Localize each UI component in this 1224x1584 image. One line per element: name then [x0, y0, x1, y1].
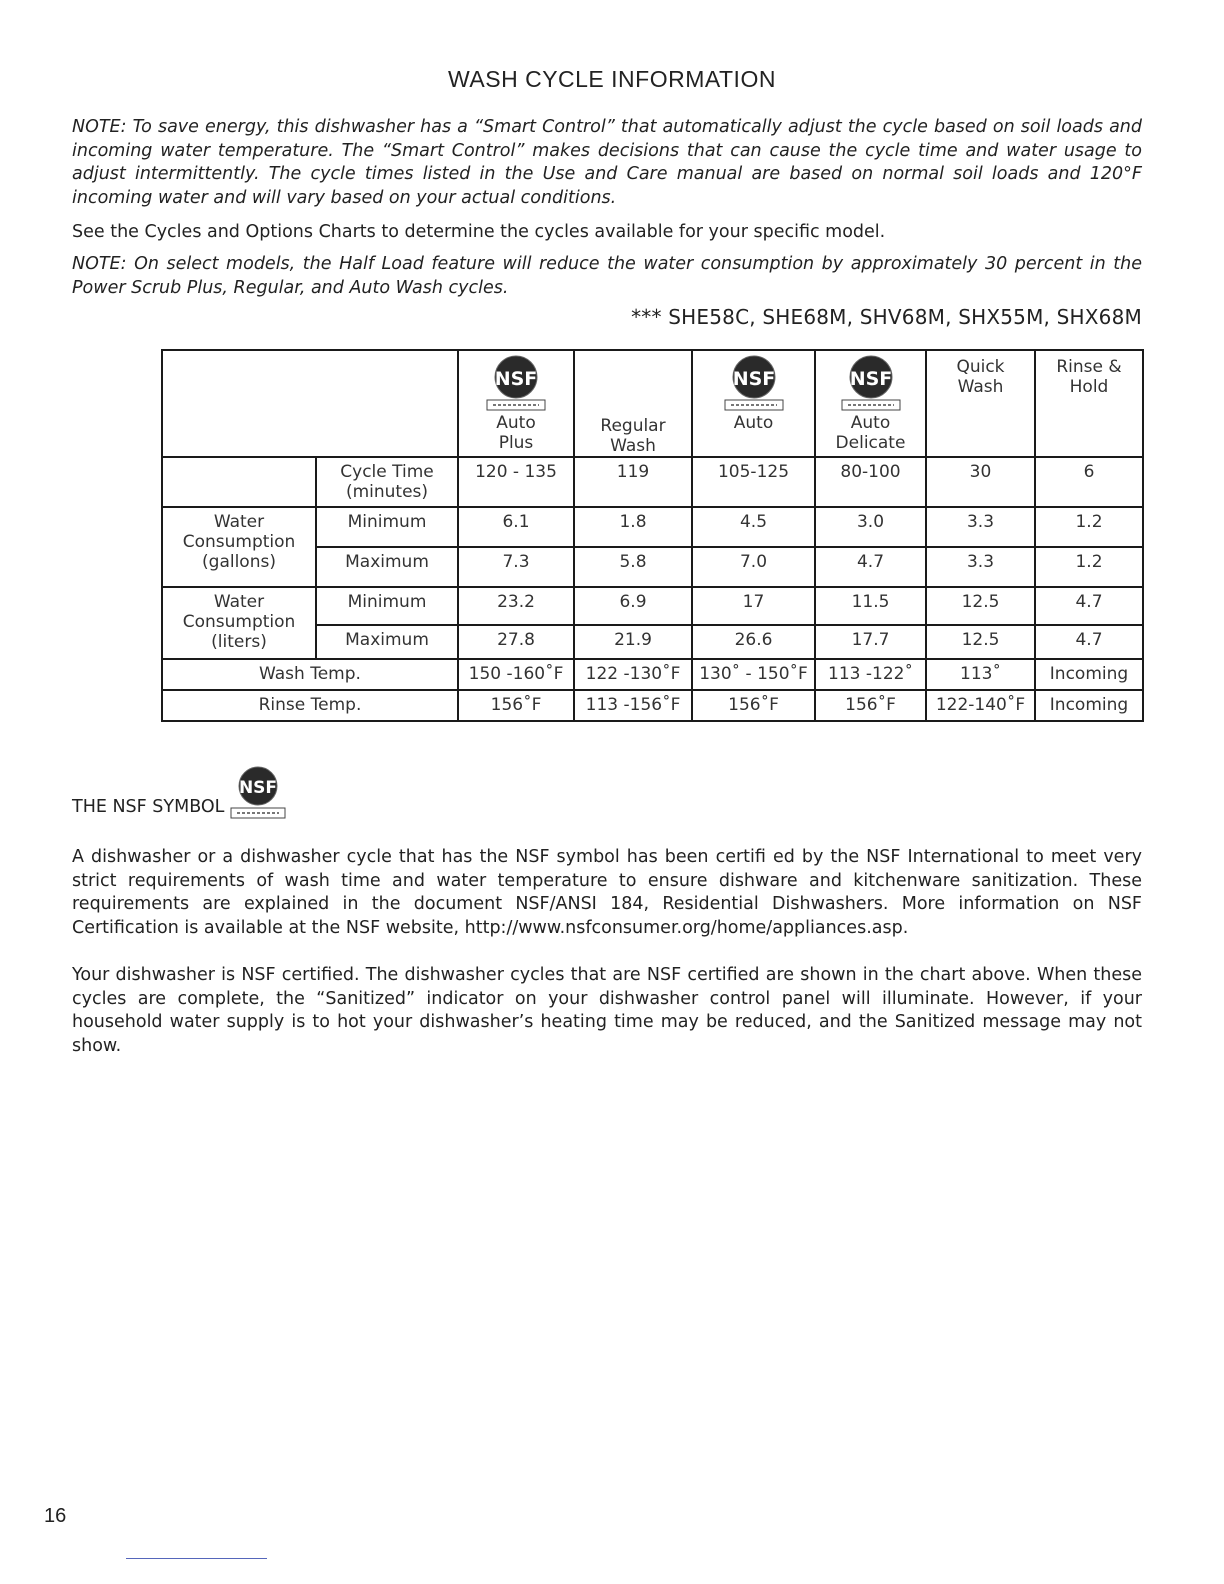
half-load-note: NOTE: On select models, the Half Load feature will reduce the water consumption by approximately 30 percent in the Power Scrub Plus, Regular, and Auto Wash cycles.	[72, 254, 1142, 298]
cycle-time-row	[162, 457, 1143, 507]
table-cell: 5.8	[574, 547, 692, 587]
table-cell: Incoming	[1035, 690, 1143, 721]
col-header-auto-delicate	[815, 350, 926, 457]
table-cell: 80-100	[815, 457, 926, 507]
table-cell: 1.2	[1035, 507, 1143, 547]
col-line1: Rinse &	[1056, 357, 1122, 377]
label-line3: (gallons)	[202, 552, 276, 572]
page-title: WASH CYCLE INFORMATION	[448, 66, 776, 92]
table-cell: Incoming	[1035, 659, 1143, 690]
table-header-row	[162, 350, 1143, 457]
nsf-logo-text: NSF	[238, 778, 278, 798]
table-cell: 1.2	[1035, 547, 1143, 587]
maximum-label: Maximum	[316, 547, 458, 587]
table-cell: 7.3	[458, 547, 574, 587]
table-cell: 3.3	[926, 547, 1035, 587]
rinse-temp-row	[162, 690, 1143, 721]
table-cell: 21.9	[574, 625, 692, 659]
col-line1: Quick	[956, 357, 1005, 377]
table-cell: 113˚	[926, 659, 1035, 690]
minimum-label: Minimum	[316, 507, 458, 547]
table-cell: 4.7	[1035, 587, 1143, 625]
table-cell: 105-125	[692, 457, 815, 507]
label-line2: Consumption	[182, 532, 296, 552]
table-cell: 6.1	[458, 507, 574, 547]
minimum-label: Minimum	[316, 587, 458, 625]
see-charts-text: See the Cycles and Options Charts to determine the cycles available for your specific model.	[72, 222, 886, 242]
col-line1: Regular	[600, 416, 666, 436]
table-cell: 12.5	[926, 587, 1035, 625]
col-line1: Auto	[733, 413, 774, 433]
table-cell: 4.5	[692, 507, 815, 547]
col-header-regular-wash	[574, 350, 692, 457]
col-header-auto-plus	[458, 350, 574, 457]
wash-temp-row	[162, 659, 1143, 690]
label-line1: Cycle Time	[340, 462, 434, 482]
wash-cycle-table	[161, 349, 1144, 722]
liters-min-row	[162, 587, 1143, 625]
col-line2: Wash	[957, 377, 1004, 397]
table-cell: 113 -156˚F	[574, 690, 692, 721]
table-cell: 7.0	[692, 547, 815, 587]
table-cell: 26.6	[692, 625, 815, 659]
table-cell: 130˚ - 150˚F	[692, 659, 815, 690]
footer-rule	[126, 1558, 267, 1559]
wash-temp-label: Wash Temp.	[162, 659, 458, 690]
col-line2: Wash	[610, 436, 656, 456]
gallons-min-row	[162, 507, 1143, 547]
nsf-certified-icon	[481, 355, 551, 411]
header-blank-cell	[162, 350, 458, 457]
table-cell: 1.8	[574, 507, 692, 547]
table-cell: 27.8	[458, 625, 574, 659]
col-header-quick-wash	[926, 350, 1035, 457]
table-cell: 156˚F	[458, 690, 574, 721]
table-cell: 23.2	[458, 587, 574, 625]
maximum-label: Maximum	[316, 625, 458, 659]
smart-control-note: NOTE: To save energy, this dishwasher has a “Smart Control” that automatically adjust the cycle based on soil loads and incoming water temperature. The “Smart Control” makes decisions that can cause the cycle time and water usage to adjust intermittently. The cycle times listed in the Use and Care manual are based on normal soil loads and 120°F incoming water and will vary based on your actual conditions.	[72, 117, 1142, 208]
nsf-certified-icon	[836, 355, 906, 411]
nsf-symbol-label: THE NSF SYMBOL	[72, 797, 225, 817]
col-line2: Plus	[498, 433, 534, 453]
model-list: *** SHE58C, SHE68M, SHV68M, SHX55M, SHX68M	[631, 305, 1142, 329]
nsf-certified-icon	[719, 355, 789, 411]
col-header-auto	[692, 350, 815, 457]
col-header-rinse-hold	[1035, 350, 1143, 457]
table-cell: 17.7	[815, 625, 926, 659]
table-cell: 120 - 135	[458, 457, 574, 507]
table-cell: 113 -122˚	[815, 659, 926, 690]
table-cell: 6	[1035, 457, 1143, 507]
empty-label-cell	[162, 457, 316, 507]
table-cell: 122 -130˚F	[574, 659, 692, 690]
table-cell: 156˚F	[815, 690, 926, 721]
table-cell: 4.7	[1035, 625, 1143, 659]
nsf-symbol-icon	[227, 766, 289, 820]
table-cell: 156˚F	[692, 690, 815, 721]
table-cell: 4.7	[815, 547, 926, 587]
page-number: 16	[44, 1505, 67, 1527]
col-line2: Delicate	[835, 433, 906, 453]
table-cell: 6.9	[574, 587, 692, 625]
col-line1: Auto	[496, 413, 536, 433]
rinse-temp-label: Rinse Temp.	[162, 690, 458, 721]
cycle-time-label	[316, 457, 458, 507]
nsf-certified-statement: Your dishwasher is NSF certified. The dishwasher cycles that are NSF certified are shown in the chart above. When these cycles are complete, the “Sanitized” indicator on your dishwasher control panel will illuminate. However, if your household water supply is to hot your dishwasher’s heating time may be reduced, and the Sanitized message may not show.	[72, 965, 1142, 1056]
nsf-logo-text: NSF	[849, 368, 892, 390]
col-line1: Auto	[850, 413, 891, 433]
label-line2: (minutes)	[345, 482, 429, 502]
table-cell: 3.3	[926, 507, 1035, 547]
liters-group-label	[162, 587, 316, 659]
nsf-explanation: A dishwasher or a dishwasher cycle that has the NSF symbol has been certifi ed by the NSF International to meet very strict requirements of wash time and water temperature to ensure dishware and kitchenware sanitization. These requirements are explained in the document NSF/ANSI 184, Residential Dishwashers. More information on NSF Certification is available at the NSF website, http://www.nsfconsumer.org/home/appliances.asp.	[72, 847, 1142, 938]
label-line2: Consumption	[182, 612, 296, 632]
col-line2: Hold	[1069, 377, 1109, 397]
table-cell: 12.5	[926, 625, 1035, 659]
nsf-logo-text: NSF	[732, 368, 775, 390]
table-cell: 150 -160˚F	[458, 659, 574, 690]
table-cell: 119	[574, 457, 692, 507]
table-cell: 122-140˚F	[926, 690, 1035, 721]
table-cell: 11.5	[815, 587, 926, 625]
label-line3: (liters)	[211, 632, 267, 652]
label-line1: Water	[213, 512, 265, 532]
label-line1: Water	[213, 592, 265, 612]
table-cell: 30	[926, 457, 1035, 507]
table-cell: 17	[692, 587, 815, 625]
gallons-group-label	[162, 507, 316, 587]
table-cell: 3.0	[815, 507, 926, 547]
nsf-logo-text: NSF	[494, 368, 538, 390]
